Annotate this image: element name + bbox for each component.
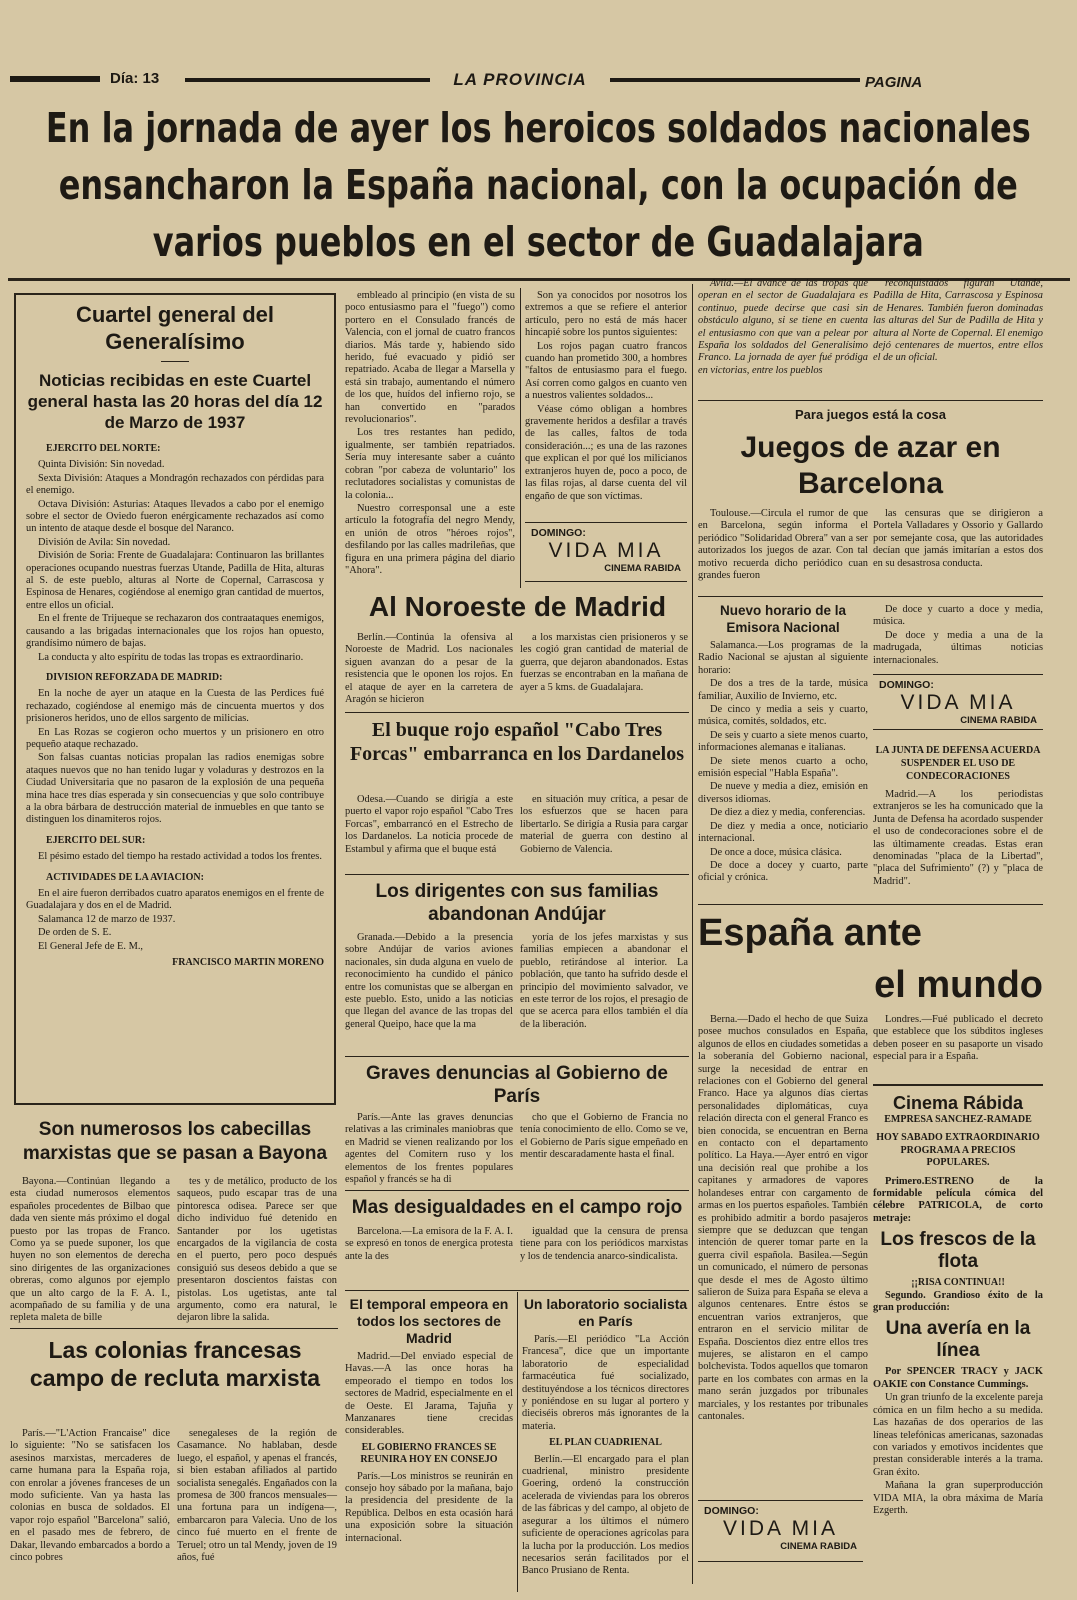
article-paragraph: Toulouse.—Circula el rumor de que en Barcelona, según informa el periódico "Solidaridad Obrera" van a ser autorizados los juegos de azar. Con tal motivo recuerda dicho periódico cuan grandes fueron — [698, 508, 868, 582]
report-paragraph: La conducta y alto espíritu de todas las tropas es extraordinario. — [38, 651, 304, 663]
article-paragraph: Odesa.—Cuando se dirigía a este puerto el vapor rojo español "Cabo Tres Forcas", embarrancó en el Estrecho de los Dardanelos. La noticia procede de Estambul y afirma que el buque está — [345, 794, 513, 855]
ad-cinema: CINEMA RABIDA — [604, 563, 681, 574]
espana-title-line2: el mundo — [874, 964, 1043, 1006]
section-head: EJERCITO DEL SUR: — [46, 834, 146, 846]
main-headline: En la jornada de ayer los heroicos soldados nacionales ensancharon la España nacional, con la ocupación de varios pueblos en el sector de Guadalajara — [45, 104, 1031, 266]
schedule-line: Salamanca.—Los programas de la Radio Nacional se ajustan al siguiente horario: — [698, 640, 868, 676]
desigualdades-right — [520, 1226, 688, 1264]
film-title: Los frescos de la flota — [880, 1229, 1036, 1273]
espana-right — [873, 1014, 1043, 1065]
article-paragraph: Avila.—El avance de las tropas que operan en el sector de Guadalajara es continuo, puede decirse que casi sin obstáculo alguno, si se tiene en cuenta el entusiasmo con que van a pelear por España los soldados del Generalísimo Franco. La jornada de ayer fué pródiga en victorias, entre los pueblos — [698, 278, 868, 376]
column-commentary — [525, 290, 687, 504]
schedule-line: De cinco y media a seis y cuarto, música, comités, soldados, etc. — [698, 704, 868, 728]
masthead-rule-left — [10, 76, 100, 82]
article-paragraph: senegaleses de la región de Casamance. No hablaban, desde luego, el español, y apenas el francés, si bien estaban afiliados al partido socialista senegalés. Engañados con la promesa de 300 francos mensuales—una fortuna para un indígena—, embarcaron para Valecia. Uno de los cinco fué muerto en el frente de Teruel; otro un tal Mendy, joven de 19 años, fué — [177, 1428, 337, 1564]
divider — [698, 596, 1043, 597]
article-paragraph: Barcelona.—La emisora de la F. A. I. se expresó en tonos de energica protesta ante la des — [345, 1226, 513, 1262]
article-paragraph: París.—"L'Action Francaise" dice lo siguiente: "No se satisfacen los asesinos marxistas, mercaderes de carne humana para la España roja, con enrolar a jóvenes franceses de un modo suficiente. Van ya hasta las colonias en busca de soldados. El vapor rojo español "Barcelona" salió, en el pasado mes de febrero, de Dakar, llevando embarcados a bordo a cinco pobres — [10, 1428, 170, 1564]
divider — [345, 874, 689, 875]
cabecillas-left — [10, 1176, 170, 1326]
article-paragraph: Los rojos pagan cuatro francos cuando han prometido 300, a hombres "faltos de entusiasmo para el fuego. Así corren como galgos en cuanto ven a nuestros valientes soldados... — [525, 340, 687, 402]
article-paragraph: igualdad que la censura de prensa tiene para con los periódicos marxistas y los de tendencia anarco-sindicalista. — [520, 1226, 688, 1262]
subhead: EL PLAN CUADRIENAL — [549, 1437, 662, 1449]
schedule-line: De seis y cuarto a siete menos cuarto, informaciones alemanas e italianas. — [698, 729, 868, 754]
film-title: Una avería en la línea — [885, 1318, 1031, 1362]
article-paragraph: Berna.—Dado el hecho de que Suiza posee muchos consulados en España, algunos de ellos en ciudades sometidas a la soberanía del Gobierno nacional, surge la necesidad de entrar en relaciones con el Gobierno del general Franco. Hace ya algunos días ciertas personalidades diplomáticas, cuya relación directa con el general Franco es bien conocida, se encuentran en Berna en contacto con el departamento político. La Haya.—Ayer entró en vigor una decisión real que prohibe a los capitanes y armadores de vapores holandeses entrar con cargamento de armas en los puertos españoles. También es prohibido admitir a bordo pasajeros siempre que se deduzcan que tengan intención de querer tomar parte en la guerra civil española. Basilea.—Según un comunicado, el número de personas que desde el mes de Agosto último salieron de Suiza para España se eleva a algunos centenares. Entre éstos se encuentran varios extranjeros, que entraron en el servicio militar de España. Doscientos diez entre ellos tres mujeres, se alistaron en el campo bolchevista. Todos aquellos que tomaron parte en los combates con armas en la mano serán juzgados por tribunales marciales, y los restantes por tribunales cantonales. — [698, 1014, 868, 1422]
report-paragraph: En Las Rozas se cogieron ocho muertos y un prisionero en otro pequeño ataque rechazado. — [26, 726, 324, 750]
article-paragraph: cho que el Gobierno de Francia no tenía conocimiento de ello. Como se ve, el Gobierno de París sigue empeñado en mentir descaradamente hasta el final. — [520, 1112, 688, 1161]
juegos-right — [873, 508, 1043, 571]
noroeste-right — [520, 632, 688, 695]
cinema-manana: Mañana la gran superproducción VIDA MIA, la obra máxima de María Ezgerth. — [873, 1480, 1043, 1516]
graves-right — [520, 1112, 688, 1163]
report-paragraph: En el aire fueron derribados cuatro aparatos enemigos en el frente de Guadalajara y dos en el de Madrid. — [26, 888, 324, 912]
ad-film-name: VIDA MIA — [900, 691, 1016, 714]
article-paragraph: París.—Ante las graves denuncias relativas a las criminales maniobras que en Madrid se vienen realizando por los agentes del Comitern ruso y los elementos de los frentes populares español y francés se ha di — [345, 1112, 513, 1186]
vida-mia-ad — [873, 674, 1043, 730]
section-head: ACTIVIDADES DE LA AVIACION: — [46, 871, 204, 883]
cinema-title: Cinema Rábida — [892, 1093, 1024, 1113]
juegos-kicker: Para juegos está la cosa — [794, 407, 947, 422]
report-orden: De orden de S. E. — [38, 927, 112, 939]
article-paragraph: en situación muy crítica, a pesar de los esfuerzos que se hacen para libertarlo. Se dirigía a Rusia para cargar material de guerra con destino al Gobierno de Valencia. — [520, 794, 688, 855]
section-head: EJERCITO DEL NORTE: — [46, 443, 161, 454]
cinema-desc: Un gran triunfo de la excelente pareja cómica en un film hecho a su medida. Las hazañas de dos operarios de las líneas telefónicas americanas, sazonadas con variados y emotivos incidentes que prestan considerable interés a la trama. Gran éxito. — [873, 1392, 1043, 1478]
desigualdades-title: Mas desigualdades en el campo rojo — [351, 1197, 683, 1218]
report-paragraph: Quinta División: Sin novedad. — [38, 459, 165, 471]
cuartel-title: Cuartel general del Generalísimo — [75, 302, 275, 354]
article-paragraph: París.—Los ministros se reunirán en consejo hoy sábado por la mañana, bajo la presidencia del presidente de la República. Delbos en esta ocasión hará una exposición sobre la situación internacional. — [345, 1470, 513, 1544]
article-paragraph: Madrid.—A los periodistas extranjeros se les ha comunicado que la Junta de Defensa ha acordado suspender el uso de condecoraciones sobre el de las últimamente creadas. Estas eran denominadas "placa de la Libertad", "placa del Sufrimiento" (?) y "placa de Madrid". — [873, 789, 1043, 887]
andujar-title: Los dirigentes con sus familias abandonan Andújar — [375, 881, 659, 925]
schedule-line: De once a doce, música clásica. — [710, 846, 842, 858]
buque-title: El buque rojo español "Cabo Tres Forcas" embarranca en los Dardanelos — [349, 719, 685, 765]
article-paragraph: Son ya conocidos por nosotros los extremos a que se refiere el anterior artículo, pero no está de más hacer hincapié sobre los puntos siguientes: — [525, 290, 687, 339]
report-paragraph: En la noche de ayer un ataque en la Cuesta de las Perdices fué rechazado, cogiéndose al enemigo más de cincuenta muertos y dos prisioneros heridos, uno de ellos sargento de milicias. — [26, 688, 324, 725]
ad-film-name: VIDA MIA — [548, 539, 664, 562]
article-paragraph: Nuestro corresponsal une a este artículo la fotografía del negro Mendy, en unión de otros "héroes rojos", desfilando por las calles madrileñas, que figura en una primera página del diario "Ahora". — [345, 502, 515, 576]
cinema-programa: HOY SABADO EXTRAORDINARIO PROGRAMA A PRECIOS POPULARES. — [876, 1132, 1040, 1169]
vida-mia-ad — [525, 522, 687, 582]
article-paragraph: Berlín.—El encargado para el plan cuadrienal, ministro presidente Goering, ordenó la construcción acelerada de viviendas para los obreros de las fábricas y del campo, al objeto de asegurar a los últimos el número suficiente de operaciones agrícolas para la lucha por la producción. Los medios necesarios serán facilitados por el Banco Prusiano de Renta. — [522, 1453, 689, 1577]
andujar-left — [345, 932, 513, 1032]
espana-left — [698, 1014, 868, 1424]
cinema-risa: ¡¡RISA CONTINUA!! — [911, 1277, 1005, 1289]
report-paragraph: El pésimo estado del tiempo ha restado actividad a todos los frentes. — [38, 851, 322, 863]
divider — [161, 361, 189, 362]
graves-title: Graves denuncias al Gobierno de París — [366, 1063, 668, 1107]
column-rule — [517, 1292, 518, 1592]
report-signature: FRANCISCO MARTIN MORENO — [172, 957, 324, 969]
divider — [345, 1290, 689, 1291]
article-paragraph: Bayona.—Continúan llegando a esta ciudad numerosos elementos españoles procedentes de Bilbao que dada ven siente más próximo el dogal puesto por las tropas de Franco. Como ya se puede suponer, los que huyen no son elementos de derecha sino dirigentes de las organizaciones obreras, como algunos por ejemplo que un alto cargo de la F. A. I., acompañado de su familia y de una repleta maleta de bille — [10, 1176, 170, 1324]
ad-label: DOMINGO: — [531, 527, 586, 539]
junta-title: LA JUNTA DE DEFENSA ACUERDA SUSPENDER EL USO DE CONDECORACIONES — [875, 745, 1041, 782]
schedule-line: De diez a diez y media, conferencias. — [710, 807, 866, 819]
cabecillas-right — [177, 1176, 337, 1326]
andujar-right — [520, 932, 688, 1032]
column-rule — [692, 284, 693, 1584]
subhead: EL GOBIERNO FRANCES SE REUNIRA HOY EN CONSEJO — [360, 1441, 498, 1466]
article-paragraph: Los tres restantes han pedido, igualmente, ser también repatriados. Sería muy interesante saber a cuánto cobran "por cabeza de voluntario" los reclutadores socialistas y comunistas de la colonia... — [345, 427, 515, 501]
avila-left — [698, 278, 868, 378]
schedule-line: De diez y media a once, noticiario internacional. — [698, 820, 868, 845]
report-paragraph: División de Avila: Sin novedad. — [38, 536, 171, 548]
ad-cinema: CINEMA RABIDA — [960, 715, 1037, 726]
column-rule — [520, 288, 521, 588]
report-date: Salamanca 12 de marzo de 1937. — [38, 913, 176, 925]
schedule-line: De doce a docey y cuarto, parte oficial y crónica. — [698, 859, 868, 884]
ad-label: DOMINGO: — [704, 1505, 759, 1517]
article-paragraph: yoría de los jefes marxistas y sus familias empiecen a abandonar el pueblo, retirándose al interior. La población, que tanto ha sufrido desde el principio del movimiento salvador, ve en este terror de los rojos, el presagio de que se acerca para ellos también el día de la liberación. — [520, 932, 688, 1030]
divider — [10, 1328, 338, 1329]
avila-right — [873, 278, 1043, 366]
divider — [345, 1056, 689, 1057]
article-paragraph: las censuras que se dirigieron a Portela Valladares y Ossorio y Gallardo por semejante cosa, que las autoridades decían que jamás imitarían a estos dos en su desastrosa conducta. — [873, 508, 1043, 569]
horario-article — [698, 602, 868, 886]
section-head: DIVISION REFORZADA DE MADRID: — [46, 671, 223, 683]
laboratorio-article — [522, 1296, 689, 1579]
buque-right — [520, 794, 688, 857]
laboratorio-title: Un laboratorio socialista en París — [523, 1296, 688, 1329]
ad-film-name: VIDA MIA — [722, 1517, 839, 1540]
colonias-right — [177, 1428, 337, 1565]
ad-cinema: CINEMA RABIDA — [780, 1541, 857, 1552]
masthead-rule — [185, 78, 430, 82]
article-paragraph: tes y de metálico, producto de los saqueos, pudo escapar tras de una pintoresca odisea. Parece ser que dicho individuo fué detenido en Santander por los ugetistas encargados de la vigilancia de costa en el puerto, pero poco después consiguió sus deseos debido a que se presentaron doscientos faistas con pistolas. Los ugetistas, ante tal argumento, como era natural, le dejaron libre la salida. — [177, 1176, 337, 1324]
cinema-cast: Por SPENCER TRACY y JACK OAKIE con Constance Cummings. — [873, 1366, 1043, 1390]
cinema-segundo: Segundo. Grandioso éxito de la gran producción: — [873, 1289, 1043, 1314]
espana-title-line1: España ante — [698, 912, 922, 954]
article-paragraph: reconquistados figuran Utande, Padilla de Hita, Carrascosa y Espinosa de Henares. También fueron dominadas las alturas del Sur de Padilla de Hita y altura al Norte de Copernal. El enemigo dejó centenares de muertos, entre ellos el de un oficial. — [873, 278, 1043, 364]
noroeste-left — [345, 632, 513, 707]
masthead-day: Día: 13 — [110, 70, 160, 87]
ad-label: DOMINGO: — [879, 679, 934, 691]
report-jefe: El General Jefe de E. M., — [38, 940, 144, 952]
noroeste-title: Al Noroeste de Madrid — [368, 591, 667, 622]
graves-left — [345, 1112, 513, 1187]
article-paragraph: Madrid.—Del enviado especial de Havas.—A las once horas ha empeorado el tiempo en todos los sectores de Madrid, especialmente en el de Oeste. El Jarama, Tajuña y Manzanares tiene crecidas considerables. — [345, 1351, 513, 1437]
masthead-page: PAGINA — [865, 74, 923, 91]
buque-left — [345, 794, 513, 857]
cuartel-general-box — [14, 293, 336, 1105]
divider — [698, 400, 1043, 401]
schedule-line: De nueve y media a diez, emisión en diversos idiomas. — [698, 781, 868, 805]
article-paragraph: Véase cómo obligan a hombres gravemente heridos a desfilar a través de las calles, faltos de toda consideración...; es una de las razones que explican el por qué los milicianos extranjeros huyen de, poco a poco, de las filas rojas, al darse cuenta del vil engaño de que son víctimas. — [525, 403, 687, 502]
article-paragraph: embleado al principio (en vista de su poco entusiasmo para el "fuego") como portero en el Consulado francés de Valencia, con el jornal de cuatro francos diarios. Más tarde y, habiendo sido herido, fué evacuado y pidió ser repatriado. Acaba de llegar a Marsella y está sin trabajo, aumentando el número de los que, huídos del infierno rojo, se han convertido en "parados revolucionarios". — [345, 290, 515, 426]
cinema-estreno: Primero.ESTRENO de la formidable película cómica del célebre PATRICOLA, de corto metraje: — [873, 1175, 1043, 1224]
cinema-empresa: EMPRESA SANCHEZ-RAMADE — [884, 1114, 1032, 1125]
juegos-left — [698, 508, 868, 583]
report-paragraph: División de Soria: Frente de Guadalajara: Continuaron las brillantes operaciones ocupando nuestras fuerzas Utande, Padilla de Hita, alturas al S. de este pueblo, alturas al Norte de Copernal, Carrascosa y Espinosa de Henares, cogiéndose al enemigo gran cantidad de muertos, entre ellos un oficial. — [26, 550, 324, 611]
horario-right — [873, 604, 1043, 668]
schedule-line: De dos a tres de la tarde, música familiar, Auxilio de Invierno, etc. — [698, 678, 868, 702]
masthead — [10, 68, 1070, 98]
article-paragraph: a los marxistas cien prisioneros y se les cogió gran cantidad de material de guerra, que dejaron abandonados. Estas fuerzas se encontraban en la mañana de ayer a 5 kms. de Guadalajara. — [520, 632, 688, 693]
cinema-rabida-ad — [873, 1084, 1043, 1518]
divider — [698, 904, 1043, 905]
schedule-line: De doce y cuarto a doce y media, música. — [873, 604, 1043, 628]
junta-article — [873, 744, 1043, 889]
juegos-title: Juegos de azar en Barcelona — [740, 431, 1001, 500]
desigualdades-left — [345, 1226, 513, 1264]
divider — [345, 712, 689, 713]
divider — [345, 1190, 689, 1191]
empeora-article — [345, 1296, 513, 1546]
vida-mia-ad — [698, 1500, 863, 1562]
cuartel-subtitle: Noticias recibidas en este Cuartel general hasta las 20 horas del día 12 de Marzo de 1937 — [27, 371, 323, 432]
masthead-title: LA PROVINCIA — [453, 70, 587, 89]
empeora-title: El temporal empeora en todos los sectores de Madrid — [349, 1296, 509, 1346]
article-paragraph: Berlín.—Continúa la ofensiva al Noroeste de Madrid. Los nacionales siguen avanzan do a pesar de la resistencia que le oponen los rojos. En el ataque de ayer en la carretera de Aragón se hicieron — [345, 632, 513, 706]
horario-title: Nuevo horario de la Emisora Nacional — [719, 603, 847, 635]
article-paragraph: Granada.—Debido a la presencia sobre Andújar de varios aviones nacionales, sin duda alguna en vuelo de reconocimiento ha cundido el pánico entre los comunistas que se albergan en este pueblo. Esto, unido a las noticias que llegan del avance de las tropas del general Queipo, hace que la ma — [345, 932, 513, 1030]
schedule-line: De doce y media a una de la madrugada, últimas noticias internacionales. — [873, 629, 1043, 666]
colonias-left — [10, 1428, 170, 1565]
masthead-rule — [610, 78, 860, 82]
report-paragraph: Sexta División: Ataques a Mondragón rechazados con pérdidas para el enemigo. — [26, 472, 324, 497]
column-continuation — [345, 290, 515, 578]
report-paragraph: En el frente de Trijueque se rechazaron dos contraataques enemigos, causando a las brigadas internacionales que los rojos han opuesto, grandísimo número de bajas. — [26, 613, 324, 650]
report-paragraph: Son falsas cuantas noticias propalan las radios enemigas sobre ataques nuevos que no han tenido lugar y voladuras y destrozos en la Ciudad Universitaria que no pasaron de la explosión de una pequeña mina hace tres días esperada y sin consecuencias y que solo contribuye a la obra bárbara de destrucción material de inmuebles en que tanto se distinguen los dinamiteros rojos. — [26, 752, 324, 826]
cabecillas-title: Son numerosos los cabecillas marxistas que se pasan a Bayona — [22, 1119, 328, 1164]
article-paragraph: París.—El periódico "La Acción Francesa", dice que un importante laboratorio de especialidad farmacéutica fué socializado, destituyéndose a los técnicos directores y poniéndose en su lugar al portero y dieciséis obreros más ignorantes de la materia. — [522, 1334, 689, 1432]
colonias-title: Las colonias francesas campo de recluta marxista — [29, 1337, 321, 1391]
article-paragraph: Londres.—Fué publicado el decreto que establece que los súbditos ingleses deben poseer en su pasaporte un visado especial para ir a España. — [873, 1014, 1043, 1063]
schedule-line: De siete menos cuarto a ocho, emisión especial "Habla España". — [698, 755, 868, 780]
report-paragraph: Octava División: Asturias: Ataques llevados a cabo por el enemigo sobre el sector de Oviedo fueron enérgicamente rechazados así como un intento de ataque desde el bosque del Naranco. — [26, 498, 324, 535]
